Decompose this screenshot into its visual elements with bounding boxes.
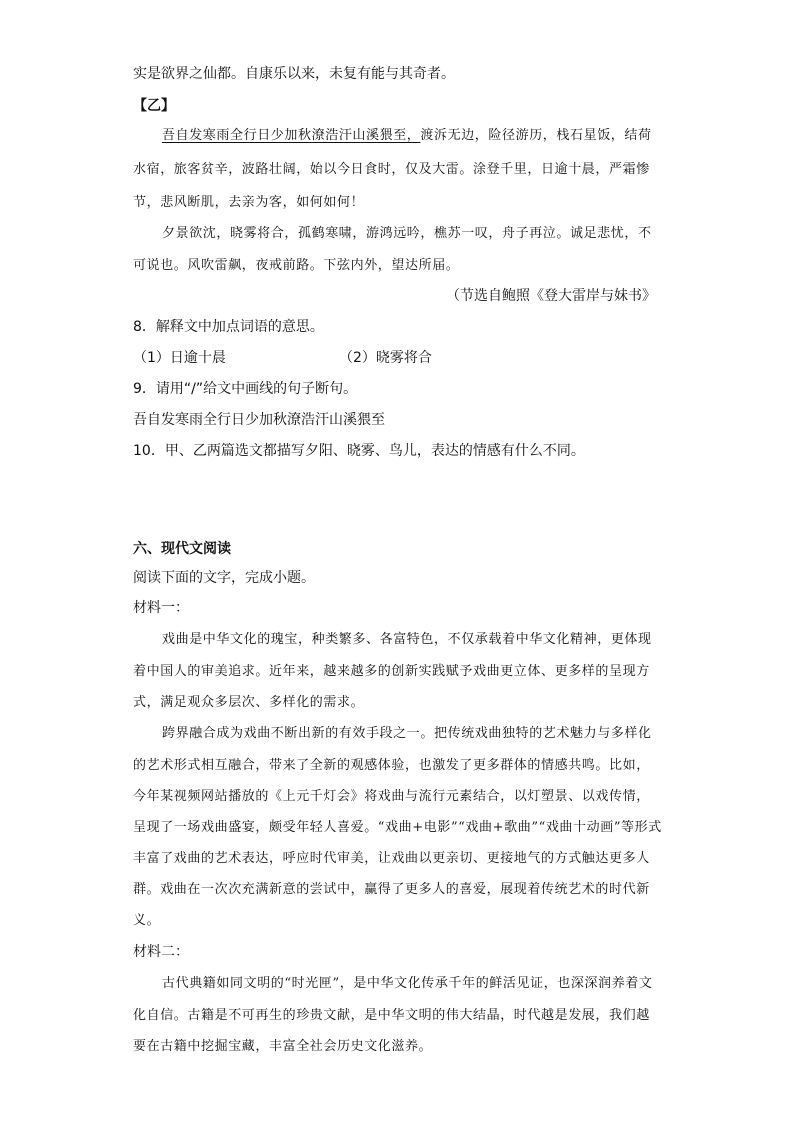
text-line: 丰富了戏曲的艺术表达，呼应时代审美，让戏曲以更亲切、更接地气的方式触达更多人: [133, 851, 650, 866]
text-line: 式，满足观众多层次、多样化的需求。: [133, 695, 365, 710]
text-line: 实是欲界之仙都。自康乐以来，未复有能与其奇者。: [133, 66, 455, 82]
text-span: 渡泝无边，险径游历，栈石星饭，结荷: [420, 128, 652, 143]
text-line: 要在古籍中挖掘宝藏，丰富全社会历史文化滋养。: [133, 1039, 433, 1054]
text-line: 戏曲是中华文化的瑰宝，种类繁多、各富特色，不仅承载着中华文化精神，更体现: [162, 632, 652, 647]
source-citation: （节选自鲍照《登大雷岸与妹书》: [446, 288, 656, 304]
text-line: 的艺术形式相互融合，带来了全新的观感体验，也激发了更多群体的情感共鸣。比如，: [133, 758, 650, 773]
text-line: 义。: [133, 913, 161, 928]
section-label-yi: 【乙】: [133, 98, 175, 114]
text-line: 着中国人的审美追求。近年来，越来越多的创新实践赋予戏曲更立体、更多样的呈现方: [133, 664, 650, 679]
text-line: 可说也。风吹雷飙，夜戒前路。下弦内外，望达所届。: [133, 258, 460, 273]
question-8: 8．解释文中加点词语的意思。: [133, 319, 324, 335]
text-line: 夕景欲沈，晓雾将合，孤鹤寒啸，游鸿远吟，樵苏一叹，舟子再泣。诚足悲忧，不: [162, 226, 652, 241]
section-intro: 阅读下面的文字，完成小题。: [133, 570, 315, 586]
question-9-sentence: 吾自发寒雨全行日少加秋潦浩汗山溪猥至: [133, 412, 385, 428]
text-line: 化自信。古籍是不可再生的珍贵文献，是中华文明的伟大结晶，时代越是发展，我们越: [133, 1008, 650, 1023]
material-label: 材料一：: [133, 600, 189, 616]
text-line: 群。戏曲在一次次充满新意的尝试中，赢得了更多人的喜爱，展现着传统艺术的时代新: [133, 882, 650, 897]
text-line: 今年某视频网站播放的《上元千灯会》将戏曲与流行元素结合，以灯塑景、以戏传情，: [133, 789, 650, 804]
text-line: 跨界融合成为戏曲不断出新的有效手段之一。把传统戏曲独特的艺术魅力与多样化: [162, 726, 652, 741]
material-label: 材料二：: [133, 944, 189, 960]
text-line: [162, 129, 652, 142]
question-8-item-2: （2）晓雾将合: [339, 350, 432, 366]
underlined-sentence: 吾自发寒雨全行日少加秋潦浩汗山溪猥至，: [162, 128, 421, 143]
section-heading: 六、现代文阅读: [133, 541, 231, 557]
question-9: 9．请用“/”给文中画线的句子断句。: [133, 381, 358, 397]
question-10: 10．甲、乙两篇选文都描写夕阳、晓雾、鸟儿，表达的情感有什么不同。: [133, 443, 585, 459]
text-line: 古代典籍如同文明的“时光匣”，是中华文化传承千年的鲜活见证，也深深润养着文: [162, 976, 653, 991]
text-line: 水宿，旅客贫辛，波路壮阔，始以今日食时，仅及大雷。涂登千里，日逾十晨，严霜惨: [133, 162, 650, 177]
question-8-item-1: （1）日逾十晨: [133, 350, 226, 366]
text-line: 节，悲风断肌，去亲为客，如何如何！: [133, 195, 365, 210]
text-line: 呈现了一场戏曲盛宴，颇受年轻人喜爱。“戏曲+电影”“戏曲+歌曲”“戏曲十动画”等形式: [133, 820, 662, 835]
